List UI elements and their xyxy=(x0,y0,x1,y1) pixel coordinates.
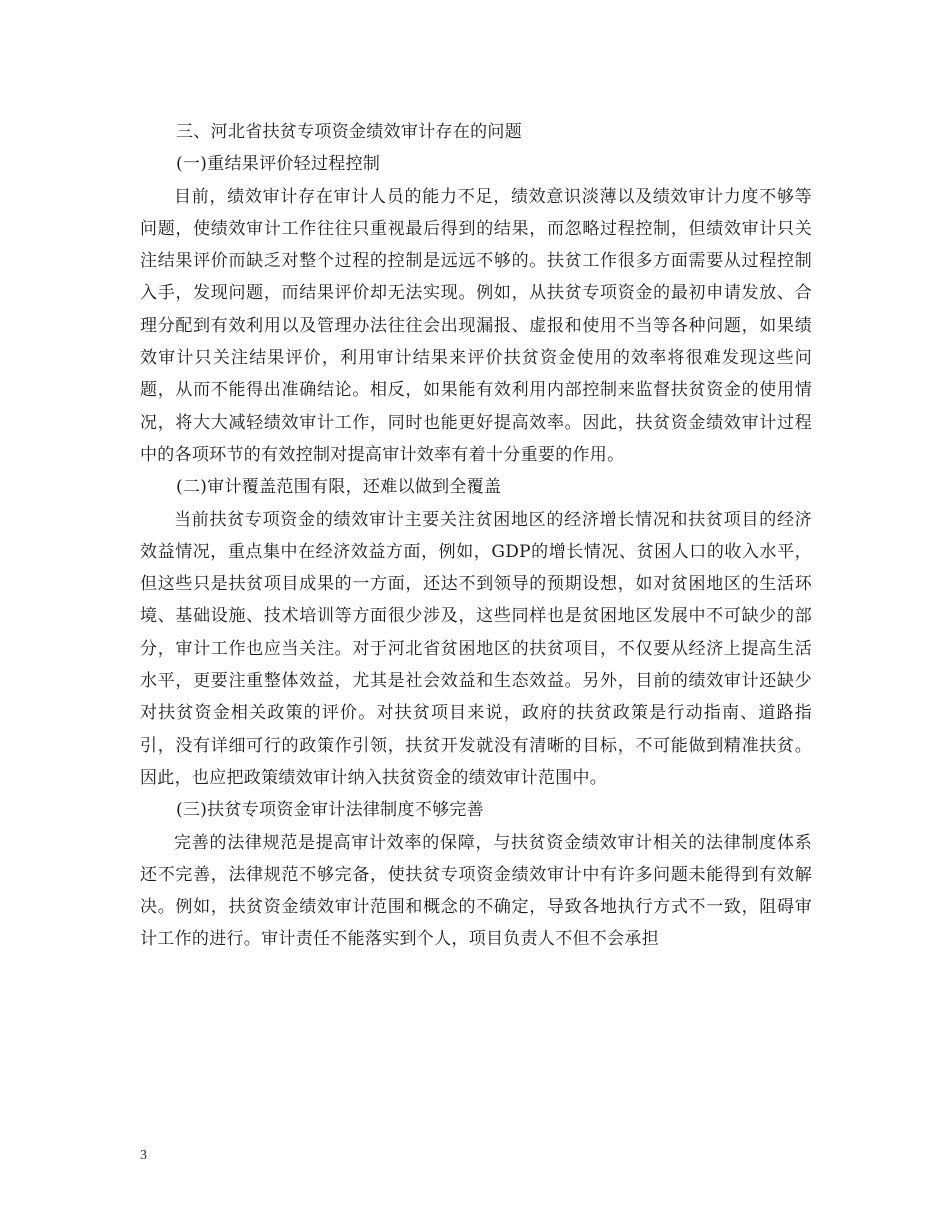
document-body xyxy=(140,116,812,956)
paragraph-3: 完善的法律规范是提高审计效率的保障，与扶贫资金绩效审计相关的法律制度体系还不完善，法律规范不够完备，使扶贫专项资金绩效审计中有许多问题未能得到有效解决。例如，扶贫资金绩效审计范围和概念的不确定，导致各地执行方式不一致，阻碍审计工作的进行。审计责任不能落实到个人，项目负责人不但不会承担 xyxy=(140,832,812,950)
subsection-heading-1: (一)重结果评价轻过程控制 xyxy=(176,154,381,175)
page-number: 3 xyxy=(140,1148,147,1163)
paragraph-2: 当前扶贫专项资金的绩效审计主要关注贫困地区的经济增长情况和扶贫项目的经济效益情况，重点集中在经济效益方面，例如，GDP的增长情况、贫困人口的收入水平，但这些只是扶贫项目成果的一方面，还达不到领导的预期设想，如对贫困地区的生活环境、基础设施、技术培训等方面很少涉及，这些同样也是贫困地区发展中不可缺少的部分，审计工作也应当关注。对于河北省贫困地区的扶贫项目，不仅要从经济上提高生活水平，更要注重整体效益，尤其是社会效益和生态效益。另外，目前的绩效审计还缺少对扶贫资金相关政策的评价。对扶贫项目来说，政府的扶贫政策是行动指南、道路指引，没有详细可行的政策作引领，扶贫开发就没有清晰的目标，不可能做到精准扶贫。因此，也应把政策绩效审计纳入扶贫资金的绩效审计范围中。 xyxy=(140,509,812,788)
paragraph-1: 目前，绩效审计存在审计人员的能力不足，绩效意识淡薄以及绩效审计力度不够等问题，使绩效审计工作往往只重视最后得到的结果，而忽略过程控制，但绩效审计只关注结果评价而缺乏对整个过程的控制是远远不够的。扶贫工作很多方面需要从过程控制入手，发现问题，而结果评价却无法实现。例如，从扶贫专项资金的最初申请发放、合理分配到有效利用以及管理办法往往会出现漏报、虚报和使用不当等各种问题，如果绩效审计只关注结果评价，利用审计结果来评价扶贫资金使用的效率将很难发现这些问题，从而不能得出准确结论。相反，如果能有效利用内部控制来监督扶贫资金的使用情况，将大大减轻绩效审计工作，同时也能更好提高效率。因此，扶贫资金绩效审计过程中的各项环节的有效控制对提高审计效率有着十分重要的作用。 xyxy=(140,186,812,465)
subsection-heading-3: (三)扶贫专项资金审计法律制度不够完善 xyxy=(176,800,484,821)
subsection-heading-2: (二)审计覆盖范围有限，还难以做到全覆盖 xyxy=(176,477,502,498)
section-heading: 三、河北省扶贫专项资金绩效审计存在的问题 xyxy=(176,122,522,142)
